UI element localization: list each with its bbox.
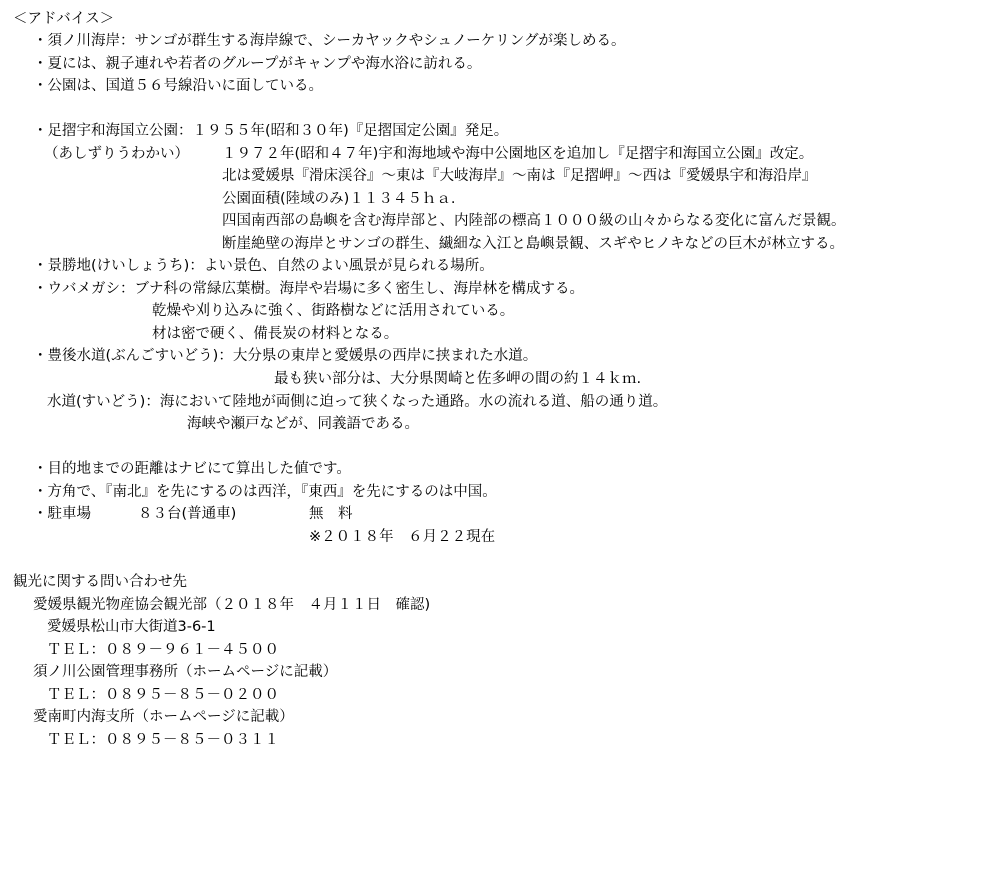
parking-count: ８３台(普通車) bbox=[138, 506, 237, 522]
ubamegashi-line-2: 乾燥や刈り込みに強く、街路樹などに活用されている。 bbox=[152, 303, 515, 319]
ashizuri-line-1: １９７２年(昭和４７年)宇和海地域や海中公園地区を追加し『足摺宇和海国立公園』改定。 bbox=[222, 146, 814, 162]
parking-label: ・駐車場 bbox=[33, 506, 91, 522]
bungo-channel-line-2: 最も狭い部分は、大分県関崎と佐多岬の間の約１４ｋｍ. bbox=[274, 371, 642, 387]
ashizuri-line-3: 公園面積(陸域のみ)１１３４５ｈａ. bbox=[222, 191, 456, 207]
advice-heading: ＜アドバイス＞ bbox=[13, 11, 115, 27]
ashizuri-line-2: 北は愛媛県『滑床渓谷』～東は『大岐海岸』～南は『足摺岬』～西は『愛媛県宇和海沿岸』 bbox=[222, 168, 817, 184]
parking-as-of: ※２０１８年 ６月２２現在 bbox=[309, 529, 496, 545]
ubamegashi-line-3: 材は密で硬く、備長炭の材料となる。 bbox=[152, 326, 399, 342]
ashizuri-line-5: 断崖絶壁の海岸とサンゴの群生、繊細な入江と島嶼景観、スギやヒノキなどの巨木が林立する。 bbox=[222, 236, 845, 252]
contacts-heading: 観光に関する問い合わせ先 bbox=[13, 574, 187, 590]
ashizuri-park-label: ・足摺宇和海国立公園：１９５５年(昭和３０年)『足摺国定公園』発足。 bbox=[33, 123, 509, 139]
contact-name: 愛南町内海支所（ホームページに記載） bbox=[33, 709, 294, 725]
summer-note: ・夏には、親子連れや若者のグループがキャンプや海水浴に訪れる。 bbox=[33, 56, 482, 72]
ubamegashi-line-1: ・ウバメガシ：ブナ科の常緑広葉樹。海岸や岩場に多く密生し、海岸林を構成する。 bbox=[33, 281, 584, 297]
keishochi-note: ・景勝地(けいしょうち)：よい景色、自然のよい風景が見られる場所。 bbox=[33, 258, 494, 274]
ashizuri-line-4: 四国南西部の島嶼を含む海岸部と、内陸部の標高１０００級の山々からなる変化に富んだ景観。 bbox=[222, 213, 846, 229]
contact-tel: ＴＥＬ：０８９－９６１－４５００ bbox=[47, 642, 279, 658]
direction-note: ・方角で、『南北』を先にするのは西洋，『東西』を先にするのは中国。 bbox=[33, 484, 497, 500]
contact-name: 愛媛県観光物産協会観光部（２０１８年 ４月１１日 確認) bbox=[33, 597, 431, 613]
contact-name: 須ノ川公園管理事務所（ホームページに記載） bbox=[33, 664, 338, 680]
parking-fee: 無 料 bbox=[309, 506, 353, 522]
park-route-note: ・公園は、国道５６号線沿いに面している。 bbox=[33, 78, 323, 94]
suido-line-1: 水道(すいどう)：海において陸地が両側に迫って狭くなった通路。水の流れる道、船の通り道。 bbox=[47, 394, 668, 410]
ashizuri-reading: （あしずりうわかい） bbox=[44, 146, 189, 162]
contact-tel: ＴＥＬ：０８９５－８５－０３１１ bbox=[47, 732, 279, 748]
contact-tel: ＴＥＬ：０８９５－８５－０２００ bbox=[47, 687, 279, 703]
contact-address: 愛媛県松山市大街道3-6-1 bbox=[47, 619, 216, 635]
sunokawa-beach-note: ・須ノ川海岸：サンゴが群生する海岸線で、シーカヤックやシュノーケリングが楽しめる。 bbox=[33, 33, 626, 49]
suido-line-2: 海峡や瀬戸などが、同義語である。 bbox=[187, 416, 419, 432]
distance-note: ・目的地までの距離はナビにて算出した値です。 bbox=[33, 461, 351, 477]
bungo-channel-line-1: ・豊後水道(ぶんごすいどう)：大分県の東岸と愛媛県の西岸に挟まれた水道。 bbox=[33, 348, 538, 364]
